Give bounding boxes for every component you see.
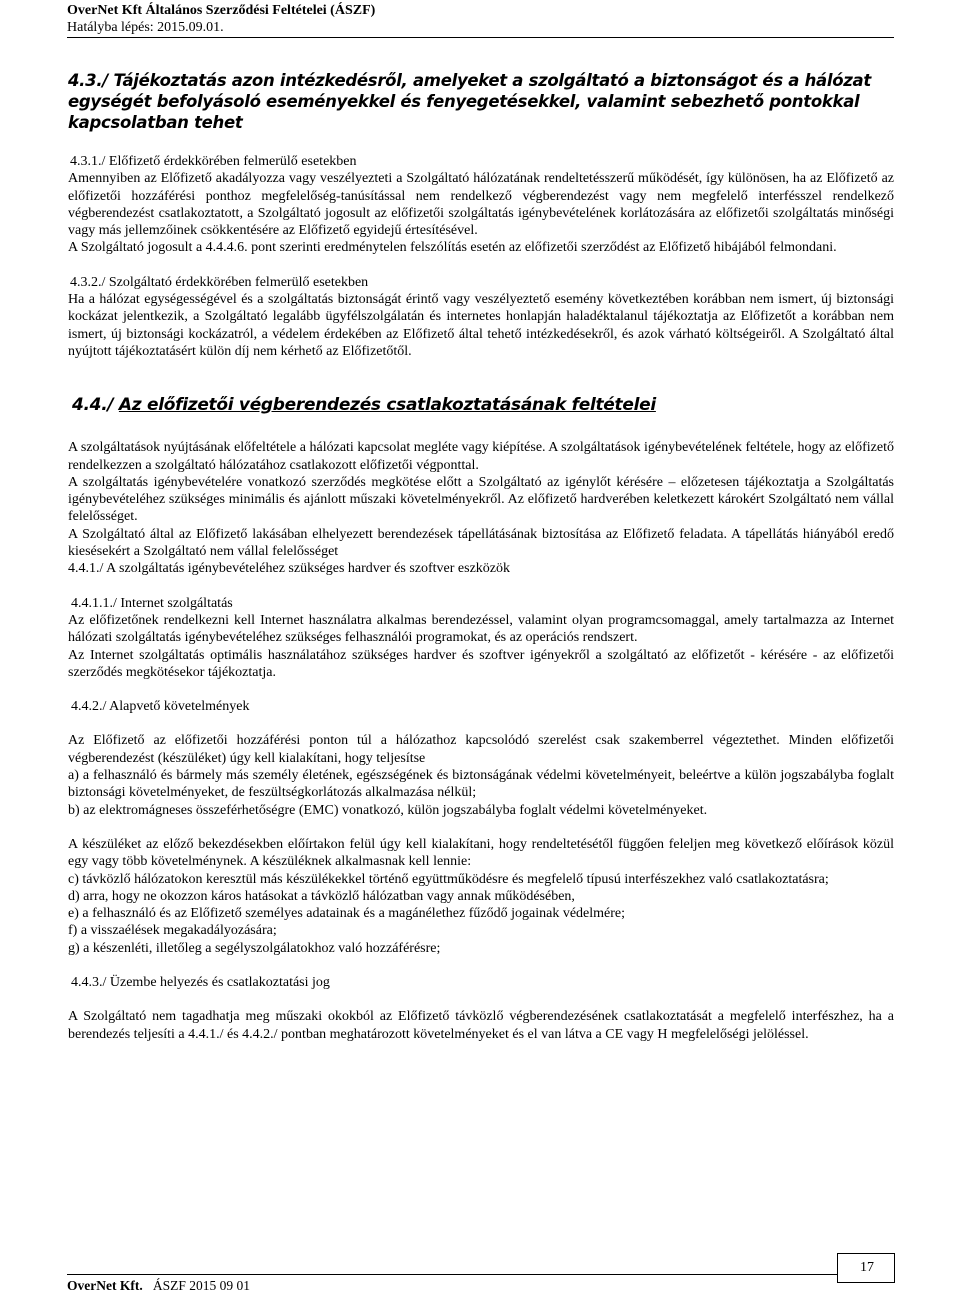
footer-document-id: ÁSZF 2015 09 01 (152, 1278, 250, 1293)
footer-divider (67, 1274, 837, 1275)
page-number-box (837, 1253, 895, 1283)
section-4-4-1-1-paragraph-1: Az előfizetőnek rendelkezni kell Internet használatra alkalmas berendezéssel, valamint olyan programcsomaggal, amely tartalmazza az Internet hálózati szolgáltatás igénybevételéhez szükséges felhasználói programokat, és az operációs rendszert. (68, 612, 894, 646)
footer-company: OverNet Kft. (67, 1278, 143, 1293)
section-4-4-paragraph-2: A szolgáltatás igénybevételére vonatkozó szerződés megkötése előtt a Szolgáltató az igénylőt kérésére – előzetesen tájékoztatja a Szolgáltatás igénybevételéhez szükséges minimális és ajánlott műszaki követelményekről. Az előfizető hardverében keletkezett károkért Szolgáltató nem vállal felelősséget. (68, 474, 894, 525)
section-4-3-title: 4.3./ Tájékoztatás azon intézkedésről, amelyeket a szolgáltató a biztonságot és a hálózat egységét befolyásoló eseményekkel és fenyegetésekkel, valamint sebezhető pontokkal kapcsolatban tehet (68, 71, 871, 132)
section-4-4-number: 4.4./ (72, 395, 119, 416)
section-4-4-2-item-c: c) távközlő hálózatokon keresztül más készülékekkel történő együttműködésre és megfelelő típusú interfészekhez való csatlakoztatásra; (68, 871, 829, 887)
section-4-4-2-paragraph-1: Az Előfizető az előfizetői hozzáférési ponton túl a hálózathoz kapcsolódó szerelést csak szakemberrel végeztethet. Minden előfizetői végberendezést (készüléket) úgy kell kialakítani, hogy teljesítse (68, 733, 894, 766)
section-4-4-3-paragraph-1: A Szolgáltató nem tagadhatja meg műszaki okokból az Előfizető távközlő végberendezésének csatlakoztatását a megfelelő interfészhez, ha a berendezés teljesíti a 4.4.1./ és 4.4.2./ pontban meghatározott követelményeket és el van látva a CE vagy H megfelelőségi jelöléssel. (68, 1009, 894, 1042)
section-4-4-2-item-e: e) a felhasználó és az Előfizető személyes adatainak és a magánélethez fűződő jogainak védelmére; (68, 906, 625, 922)
header-divider (67, 37, 894, 38)
page-header (67, 2, 375, 36)
section-4-3-1-paragraph-1: Amennyiben az Előfizető akadályozza vagy veszélyezteti a Szolgáltató hálózatának rendeltetésszerű működését, így különösen, ha az Előfizető az előfizetői hozzáférési ponthoz megfelelőség-tanúsítással nem rendelkező végberendezést vagy nem megfelelő interfésszel rendelkező végberendezést csatlakoztatott, a Szolgáltató jogosult az előfizetői szolgáltatás igénybevételének korlátozására az előfizetői szolgáltatás minőségi vagy más jellemzőinek csökkentésére az Előfizető egyidejű értesítésével. (68, 171, 894, 239)
section-4-3-1-title: 4.3.1./ Előfizető érdekkörében felmerülő esetekben (70, 154, 357, 169)
section-4-4-2-item-d: d) arra, hogy ne okozzon káros hatásokat a távközlő hálózatban vagy annak működésében, (68, 888, 575, 904)
section-4-4-2-item-f: f) a visszaélések megakadályozására; (68, 923, 277, 939)
section-4-4-1-1-paragraph-2: Az Internet szolgáltatás optimális használatához szükséges hardver és szoftver igényekről a szolgáltató az előfizetőt - kérésére - az előfizetői szerződés megkötésekor tájékoztatja. (68, 647, 894, 680)
section-4-4-paragraph-3: A Szolgáltató által az Előfizető lakásában elhelyezett berendezések tápellátásának biztosítása az Előfizető feladata. A tápellátás hiányából eredő kiesésekért a Szolgáltató nem vállal felelősséget (68, 526, 894, 560)
section-4-3-2-paragraph-1: Ha a hálózat egységességével és a szolgáltatás biztonságát érintő vagy veszélyeztető esemény következtében korábban nem ismert, új biztonsági kockázat jelentkezik, a Szolgáltató legalább ügyfélszolgálatán és internetes honlapján haladéktalanul tájékoztatja az Előfizetőt a korábban nem ismert, új biztonsági kockázatról, a védelem érdekében az Előfizető által tehető intézkedésekről, és azok várható költségeiről. A Szolgáltató által nyújtott tájékoztatásért külön díj nem kérhető az Előfizetőtől. (68, 292, 894, 359)
page-number: 17 (860, 1260, 874, 1275)
section-4-4-2-paragraph-2: A készüléket az előző bekezdésekben előírtakon felül úgy kell kialakítani, hogy rendeltetésétől függően feleljen meg következő előírások közül egy vagy több követelménynek. A készüléknek alkalmasnak kell lennie: (68, 836, 894, 870)
section-4-4-1-1-title: 4.4.1.1./ Internet szolgáltatás (71, 595, 233, 611)
section-4-4-title (72, 394, 894, 416)
section-4-4-1-title: 4.4.1./ A szolgáltatás igénybevételéhez szükséges hardver és szoftver eszközök (68, 561, 511, 577)
section-4-4-2-item-b: b) az elektromágneses összeférhetőségre (EMC) vonatkozó, külön jogszabályba foglalt védelmi követelményeket. (68, 802, 708, 818)
section-4-4-2-item-a: a) a felhasználó és bármely más személy életének, egészségének és biztonságának védelmi követelményeit, beleértve a külön jogszabályba foglalt biztonsági követelményeket, de feszültségkorlátozás alkalmazása nélkül; (68, 768, 894, 801)
section-4-3-2-title: 4.3.2./ Szolgáltató érdekkörében felmerülő esetekben (70, 274, 369, 290)
header-effective-date: Hatályba lépés: 2015.09.01. (67, 20, 224, 35)
page-footer (67, 1278, 250, 1294)
section-4-4-2-item-g: g) a készenléti, illetőleg a segélyszolgálatokhoz való hozzáférésre; (68, 940, 441, 956)
section-4-4-paragraph-1: A szolgáltatások nyújtásának előfeltétele a hálózati kapcsolat megléte vagy kiépítése. A szolgáltatások igénybevételének feltétele, hogy az előfizető rendelkezzen a szolgáltató hálózatához csatlakozott előfizetői végponttal. (68, 440, 894, 473)
section-4-4-2-title: 4.4.2./ Alapvető követelmények (71, 699, 250, 715)
section-4-3-1-paragraph-2: A Szolgáltató jogosult a 4.4.4.6. pont szerinti eredménytelen felszólítás esetén az előfizetői szerződést az Előfizető hibájából felmondani. (68, 240, 837, 256)
header-title: OverNet Kft Általános Szerződési Feltételei (ÁSZF) (67, 3, 376, 18)
document-body (68, 70, 894, 1043)
section-4-4-heading: Az előfizetői végberendezés csatlakoztatásának feltételei (118, 395, 656, 416)
section-4-4-3-title: 4.4.3./ Üzembe helyezés és csatlakoztatási jog (71, 974, 330, 990)
